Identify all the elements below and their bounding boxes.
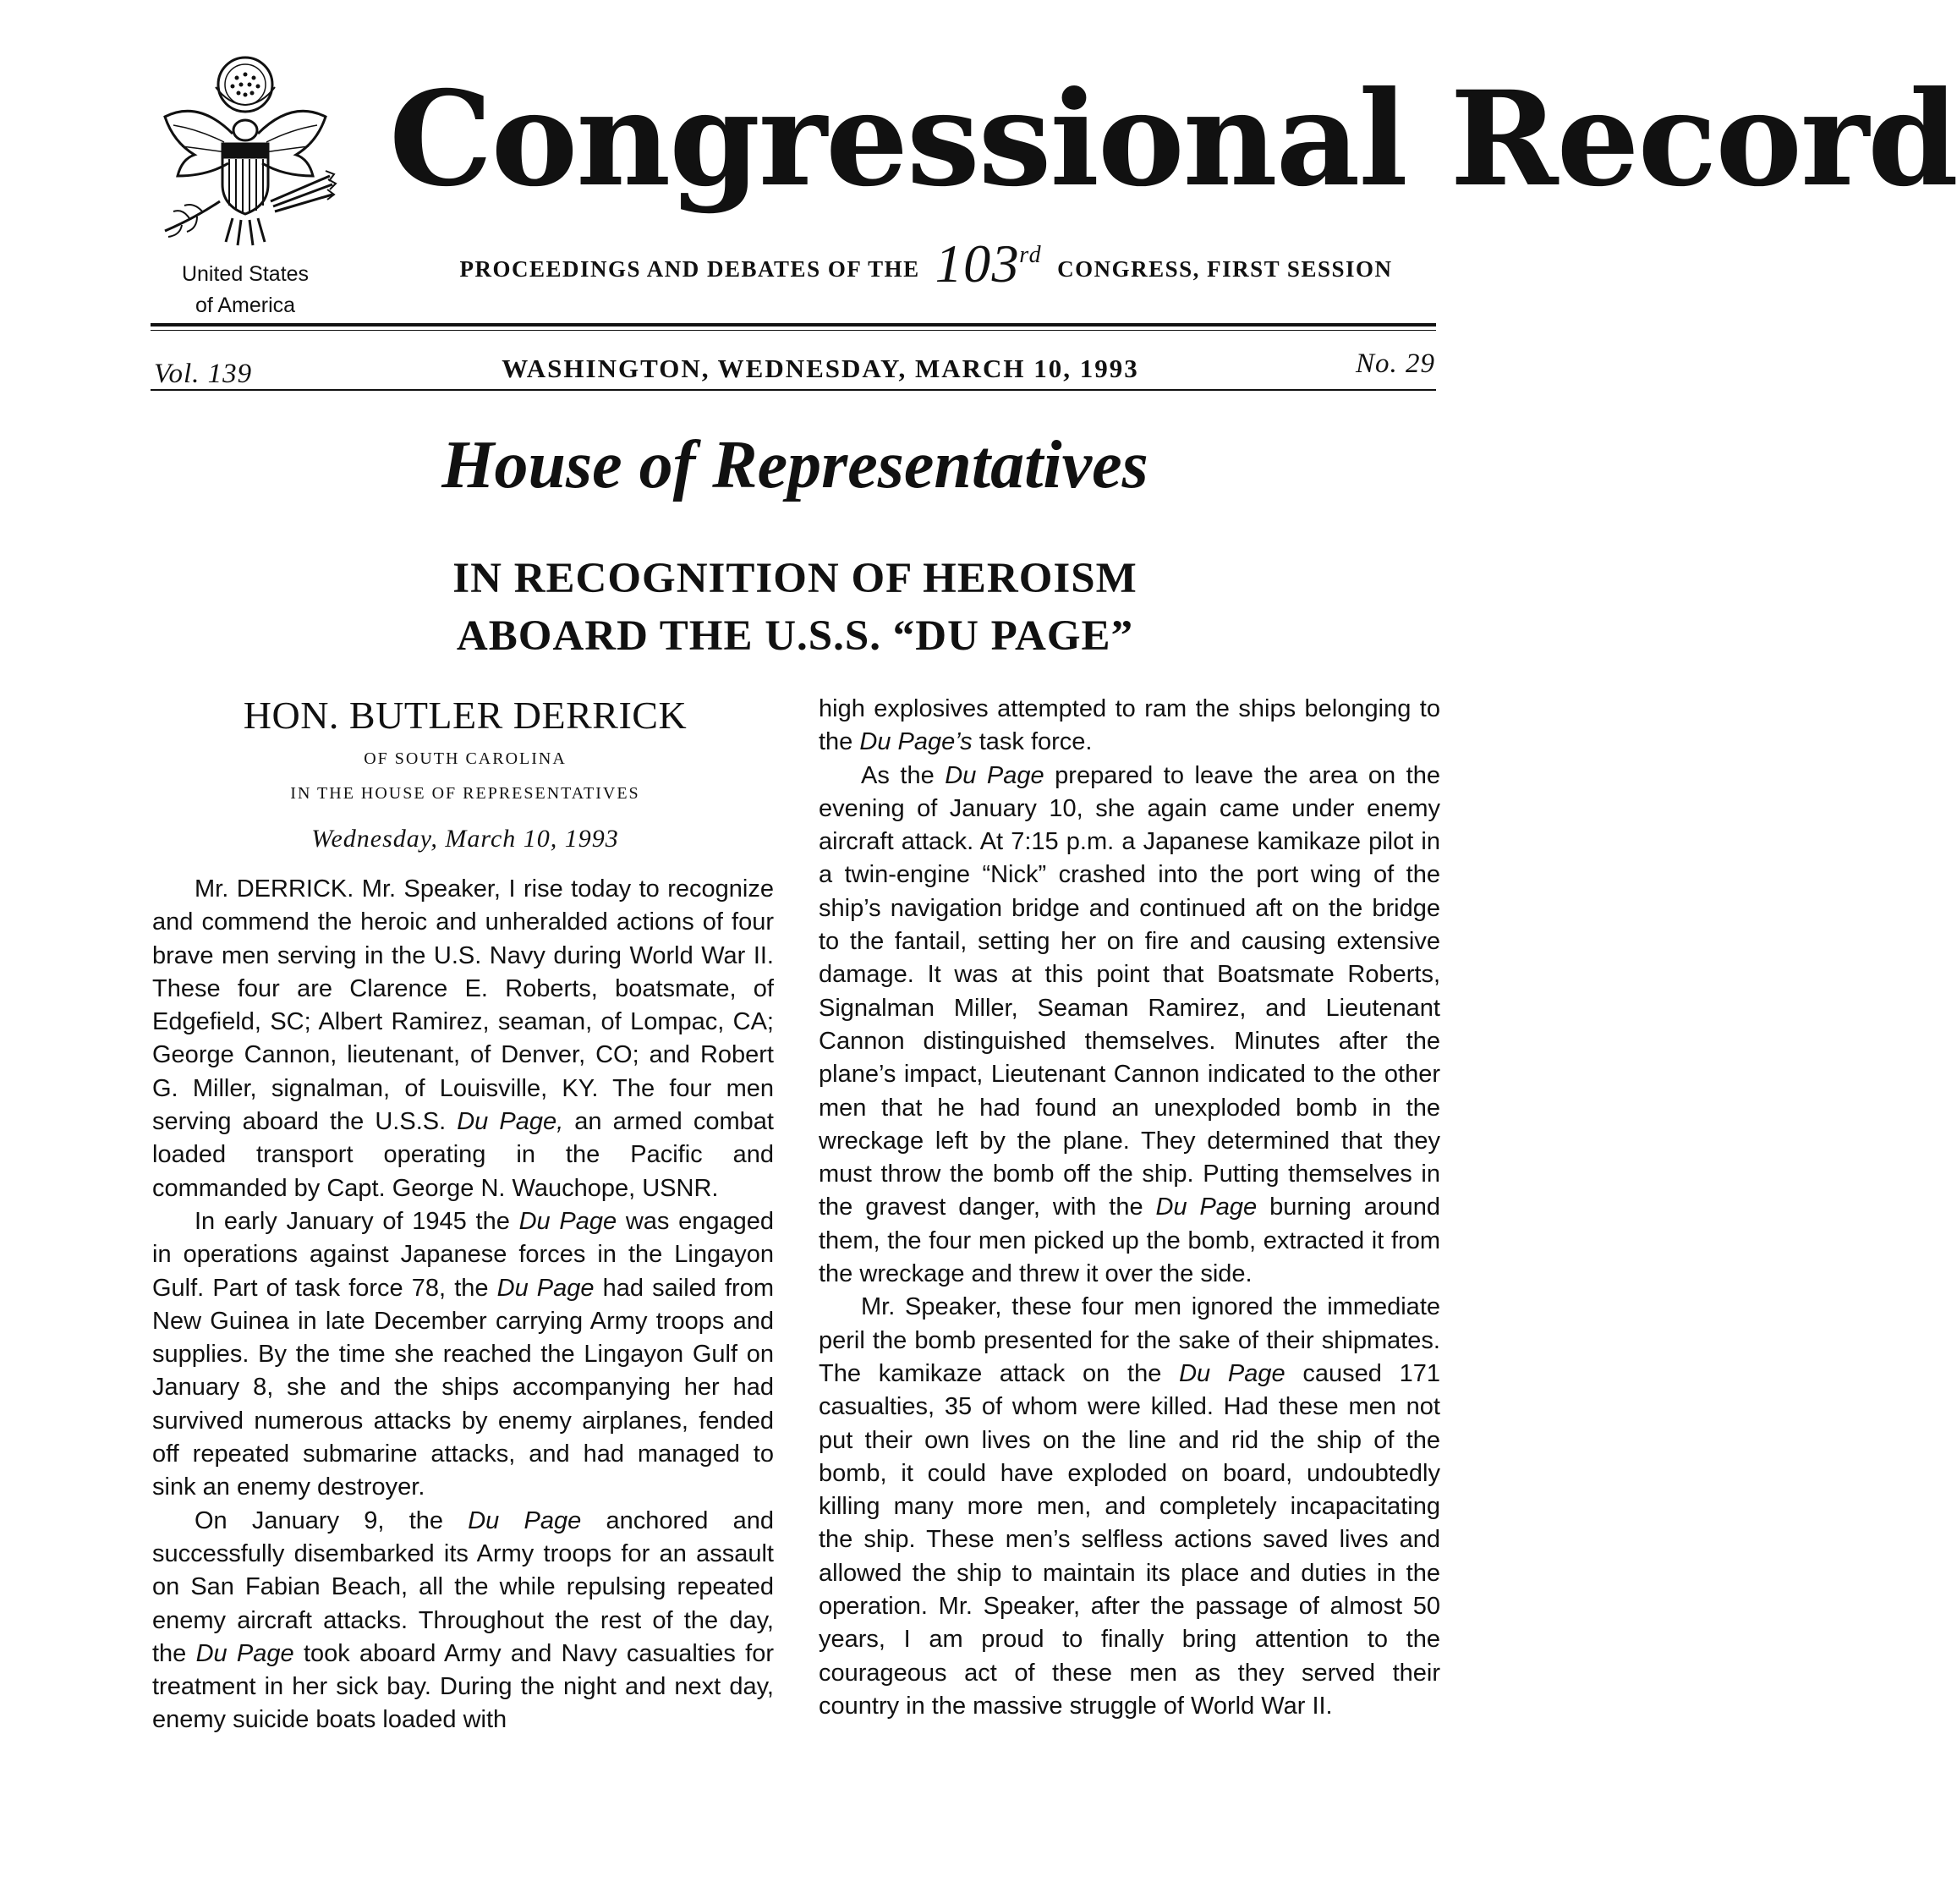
- paragraph-3: [152, 1505, 774, 1737]
- paragraph-1: [152, 873, 774, 1205]
- p2-text-b: was engaged in operations against Japanese forces in the Lingayon Gulf. Part of task force 78, the: [152, 1207, 775, 1302]
- dateline: WASHINGTON, WEDNESDAY, MARCH 10, 1993: [502, 354, 1139, 383]
- congress-number: [935, 233, 1043, 294]
- congress-number-value: 103: [935, 233, 1021, 294]
- p3c-text-b: task force.: [972, 728, 1093, 756]
- paragraph-3-continued: [819, 693, 1440, 760]
- p3-ship-name-2: Du Page: [195, 1639, 294, 1667]
- p5-text-b: caused 171 casualties, 35 of whom were killed. Had these men not put their own lives on the line and rid the ship of the bomb, it could have exploded on board, undoubtedly killing many more men, and completely incapacitating the ship. These men’s selfless actions saved lives and allowed the ship to maintain its place and duties in the operation. Mr. Speaker, after the passage of almost 50 years, I am proud to finally bring attention to the courageous act of these men as they served their country in the massive struggle of World War II.: [819, 1359, 1441, 1720]
- p4-text-c: burning around them, the four men picked up the bomb, extracted it from the wreckage and threw it over the side.: [819, 1193, 1441, 1288]
- p1-ship-name: Du Page,: [457, 1108, 564, 1136]
- p5-text-a: Mr. Speaker, these four men ignored the immediate peril the bomb presented for the sake of their shipmates. The kamikaze attack on the: [819, 1293, 1440, 1387]
- paragraph-4: [819, 760, 1440, 1292]
- p1-text-b: an armed combat loaded transport operating in the Pacific and commanded by Capt. George N. Wauchope, USNR.: [152, 1108, 774, 1202]
- subtitle-after: CONGRESS, FIRST SESSION: [1057, 256, 1393, 282]
- speaker-chamber: IN THE HOUSE OF REPRESENTATIVES: [290, 784, 640, 803]
- chamber-heading: House of Representatives: [441, 428, 1148, 502]
- p4-text-a: As the: [861, 761, 946, 789]
- p3-text-a: On January 9, the: [195, 1506, 469, 1534]
- masthead-subtitle: [423, 233, 1429, 294]
- p4-text-b: prepared to leave the area on the evening of January 10, she again came under enemy aircraft attack. At 7:15 p.m. a Japanese kamikaze pilot in a twin-engine “Nick” crashed into the port wing of the ship’s navigation bridge and continued aft on the bridge to the fantail, setting her on fire and causing extensive damage. It was at this point that Boatsmate Roberts, Signalman Miller, Seaman Ramirez, and Lieutenant Cannon distinguished themselves. Minutes after the plane’s impact, Lieutenant Cannon indicated to the other men that he had found an unexploded bomb in the wreckage left by the plane. They determined that they must throw the bomb off the ship. Putting themselves in the gravest danger, with the: [819, 761, 1440, 1221]
- p4-ship-name-2: Du Page: [1155, 1193, 1258, 1221]
- p3-ship-name-1: Du Page: [468, 1506, 582, 1534]
- speech-date: Wednesday, March 10, 1993: [311, 825, 619, 853]
- masthead-title: Congressional Record: [389, 63, 1957, 216]
- article-headline: [288, 550, 1302, 665]
- masthead-rule-thin: [151, 330, 1436, 331]
- volume-number: Vol. 139: [154, 359, 253, 389]
- body-column-right: [819, 693, 1440, 1723]
- p3-text-c: took aboard Army and Navy casualties for treatment in her sick bay. During the night and next day, enemy suicide boats loaded with: [152, 1639, 775, 1734]
- p1-text-a: Mr. DERRICK. Mr. Speaker, I rise today to recognize and commend the heroic and unheralded actions of four brave men serving in the U.S. Navy during World War II. These four are Clarence E. Roberts, boatsmate, of Edgefield, SC; Albert Ramirez, seaman, of Lompac, CA; George Cannon, lieutenant, of Denver, CO; and Robert G. Miller, signalman, of Louisville, KY. The four men serving aboard the U.S.S.: [152, 875, 774, 1136]
- country-line-1: United States: [181, 262, 310, 286]
- congress-number-suffix: rd: [1019, 242, 1043, 268]
- speaker-state: OF SOUTH CAROLINA: [364, 749, 567, 768]
- p2-text-c: had sailed from New Guinea in late December carrying Army troops and supplies. By the time she reached the Lingayon Gulf on January 8, she and the ships accompanying her had survived numerous attacks by enemy airplanes, fended off repeated submarine attacks, and had managed to sink an enemy destroyer.: [152, 1274, 774, 1501]
- dateline-rule: [151, 389, 1436, 391]
- paragraph-5: [819, 1291, 1440, 1723]
- country-line-2: of America: [195, 294, 296, 317]
- p3-text-b: anchored and successfully disembarked its Army troops for an assault on San Fabian Beach, all the while repulsing repeated enemy aircraft attacks. Throughout the rest of the day, the: [152, 1506, 774, 1667]
- p3c-text-a: high explosives attempted to ram the ships belonging to the: [819, 695, 1440, 756]
- body-column-left: [152, 873, 774, 1737]
- p3c-ship-name: Du Page’s: [859, 728, 973, 756]
- p5-ship-name: Du Page: [1179, 1359, 1285, 1387]
- p2-ship-name-1: Du Page: [518, 1207, 617, 1235]
- issue-number: No. 29: [1355, 348, 1435, 379]
- speaker-name: HON. BUTLER DERRICK: [243, 694, 688, 737]
- headline-line-2: ABOARD THE U.S.S. “DU PAGE”: [456, 612, 1134, 660]
- paragraph-2: [152, 1205, 774, 1505]
- p4-ship-name-1: Du Page: [945, 761, 1044, 789]
- great-seal-icon: [148, 49, 343, 252]
- headline-line-1: IN RECOGNITION OF HEROISM: [452, 555, 1137, 602]
- country-label: [135, 259, 355, 321]
- subtitle-before: PROCEEDINGS AND DEBATES OF THE: [459, 256, 920, 282]
- p2-text-a: In early January of 1945 the: [195, 1207, 519, 1235]
- masthead-rule-thick: [151, 323, 1436, 326]
- p2-ship-name-2: Du Page: [496, 1274, 595, 1302]
